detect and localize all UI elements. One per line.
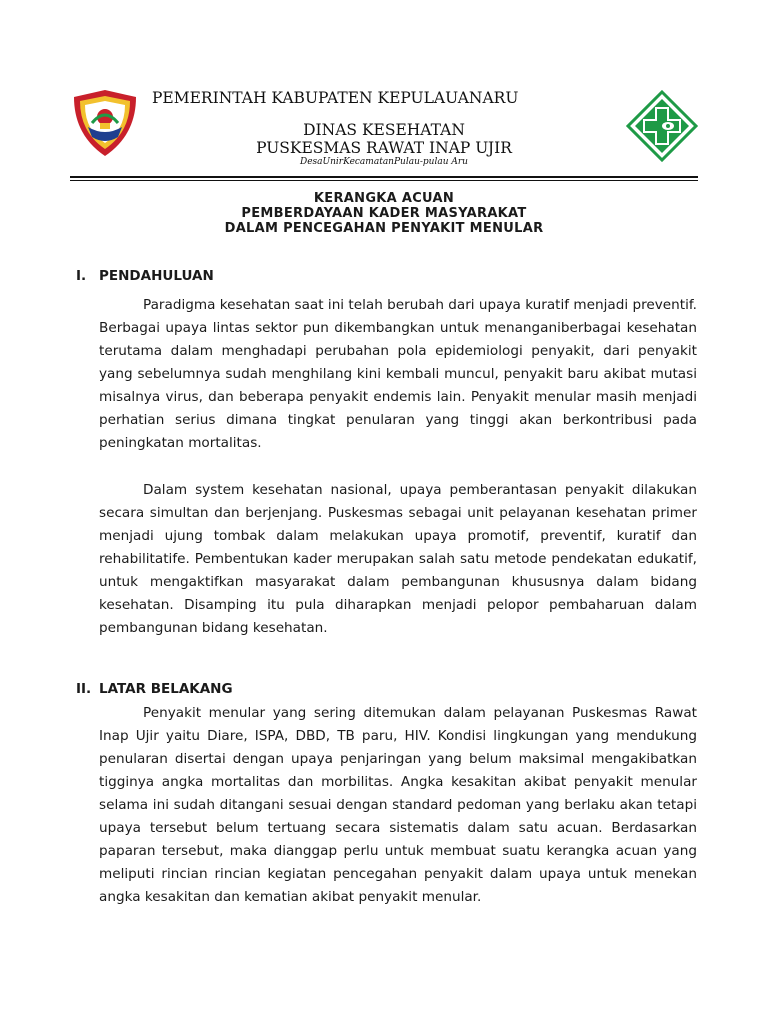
paragraph: Dalam system kesehatan nasional, upaya pemberantasan penyakit dilakukan secara simultan dan berjenjang. Puskesmas sebagai unit pelayanan kesehatan primer menjadi ujung tombak dalam melakukan upaya promotif, preventif, kuratif dan rehabilitatife. Pembentukan kader merupakan salah satu metode pendekatan edukatif, untuk mengaktifkan masyarakat dalam pembangunan khususnya dalam bidang kesehatan. Disamping itu pula diharapkan menjadi pelopor pembaharuan dalam pembangunan bidang kesehatan. xyxy=(99,482,697,636)
document-title-line-3: DALAM PENCEGAHAN PENYAKIT MENULAR xyxy=(224,221,544,236)
section-number: I. xyxy=(76,268,87,284)
header-divider xyxy=(70,176,698,178)
paragraph: Penyakit menular yang sering ditemukan dalam pelayanan Puskesmas Rawat Inap Ujir yaitu Diare, ISPA, DBD, TB paru, HIV. Kondisi lingkungan yang mendukung penularan disertai dengan upaya penjaringan yang belum maksimal mengakibatkan tigginya angka mortalitas dan morbilitas. Angka kesakitan akibat penyakit menular selama ini sudah ditangani sesuai dengan standard pedoman yang berlaku akan tetapi upaya tersebut belum tertuang secara sistematis dalam satu acuan. Berdasarkan paparan tersebut, maka dianggap perlu untuk membuat suatu kerangka acuan yang meliputi rincian rincian kegiatan pencegahan penyakit dalam upaya untuk menekan angka kesakitan dan kematian akibat penyakit menular. xyxy=(99,705,697,905)
section-heading-latar-belakang xyxy=(76,681,233,697)
address: DesaUnirKecamatanPulau-pulau Aru xyxy=(300,157,468,167)
department-name: DINAS KESEHATAN xyxy=(303,121,465,139)
document-title-line-2: PEMBERDAYAAN KADER MASYARAKAT xyxy=(241,206,527,221)
government-name: PEMERINTAH KABUPATEN KEPULAUANARU xyxy=(152,89,519,107)
paragraph: Paradigma kesehatan saat ini telah berubah dari upaya kuratif menjadi preventif. Berbagai upaya lintas sektor pun dikembangkan untuk menanganiberbagai kesehatan terutama dalam menghadapi perubahan pola epidemiologi penyakit, dari penyakit yang sebelumnya sudah menghilang kini kembali muncul, penyakit baru akibat mutasi misalnya virus, dan beberapa penyakit endemis lain. Penyakit menular masih menjadi perhatian serius dimana tingkat penularan yang tinggi akan berkontribusi pada peningkatan mortalitas. xyxy=(99,297,697,451)
document-title-line-1: KERANGKA ACUAN xyxy=(313,191,455,206)
section-title: PENDAHULUAN xyxy=(99,268,214,284)
section-heading-pendahuluan xyxy=(76,268,214,284)
green-cross-health-icon xyxy=(626,90,698,162)
header-divider-thin xyxy=(70,180,698,181)
section-title: LATAR BELAKANG xyxy=(99,681,233,697)
section-number: II. xyxy=(76,681,92,697)
facility-name: PUSKESMAS RAWAT INAP UJIR xyxy=(256,139,512,157)
